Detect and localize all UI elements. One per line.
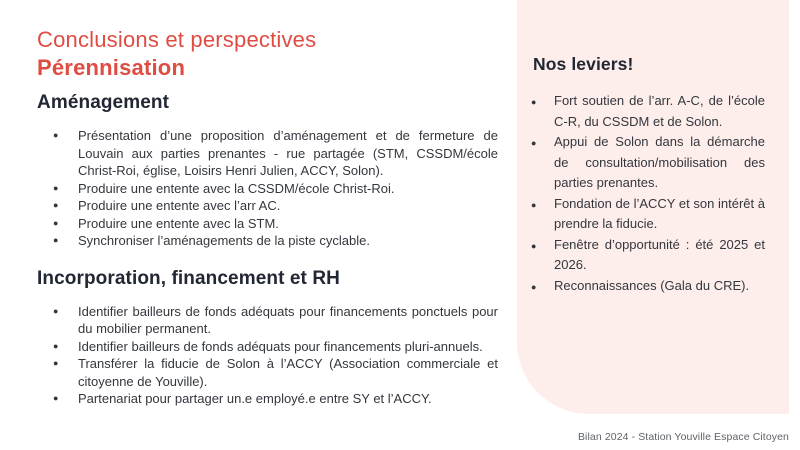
footer-credit: Bilan 2024 - Station Youville Espace Citoyen	[577, 431, 789, 443]
list-item: ● Identifier bailleurs de fonds adéquats pour financements pluri-annuels.	[37, 338, 498, 356]
list-item: ● Fort soutien de l’arr. A-C, de l’école C-R, du CSSDM et de Solon.	[533, 91, 765, 132]
list-item: ● Synchroniser l’aménagements de la piste cyclable.	[37, 232, 498, 250]
slide-subtitle: Pérennisation	[37, 55, 186, 80]
list-item: ● Appui de Solon dans la démarche de consultation/mobilisation des parties prenantes.	[533, 132, 765, 194]
list-item: ● Partenariat pour partager un.e employé.e entre SY et l’ACCY.	[37, 390, 498, 408]
list-item: ● Présentation d’une proposition d’aménagement et de fermeture de Louvain aux parties prenantes - rue partagée (STM, CSSDM/école Christ-Roi, église, Loisirs Henri Julien, ACCY, Solon).	[37, 127, 498, 180]
list-item: ● Produire une entente avec l’arr AC.	[37, 197, 498, 215]
section-heading-amenagement: Aménagement	[37, 92, 170, 113]
sidebar-heading: Nos leviers!	[533, 54, 634, 74]
bullet-list-incorporation	[37, 303, 498, 408]
list-item: ● Produire une entente avec la STM.	[37, 215, 498, 233]
slide-title: Conclusions et perspectives	[37, 27, 317, 52]
list-item: ● Fenêtre d’opportunité : été 2025 et 2026.	[533, 235, 765, 276]
sidebar-panel	[517, 0, 789, 414]
list-item: ● Identifier bailleurs de fonds adéquats pour financements ponctuels pour du mobilier permanent.	[37, 303, 498, 338]
list-item: ● Transférer la fiducie de Solon à l’ACCY (Association commerciale et citoyenne de Youville).	[37, 355, 498, 390]
list-item: ● Reconnaissances (Gala du CRE).	[533, 276, 765, 297]
sidebar-bullet-list	[533, 91, 765, 296]
list-item: ● Fondation de l’ACCY et son intérêt à prendre la fiducie.	[533, 194, 765, 235]
section-heading-incorporation: Incorporation, financement et RH	[37, 267, 341, 289]
main-column	[37, 26, 498, 408]
list-item: ● Produire une entente avec la CSSDM/école Christ-Roi.	[37, 180, 498, 198]
bullet-list-amenagement	[37, 127, 498, 250]
